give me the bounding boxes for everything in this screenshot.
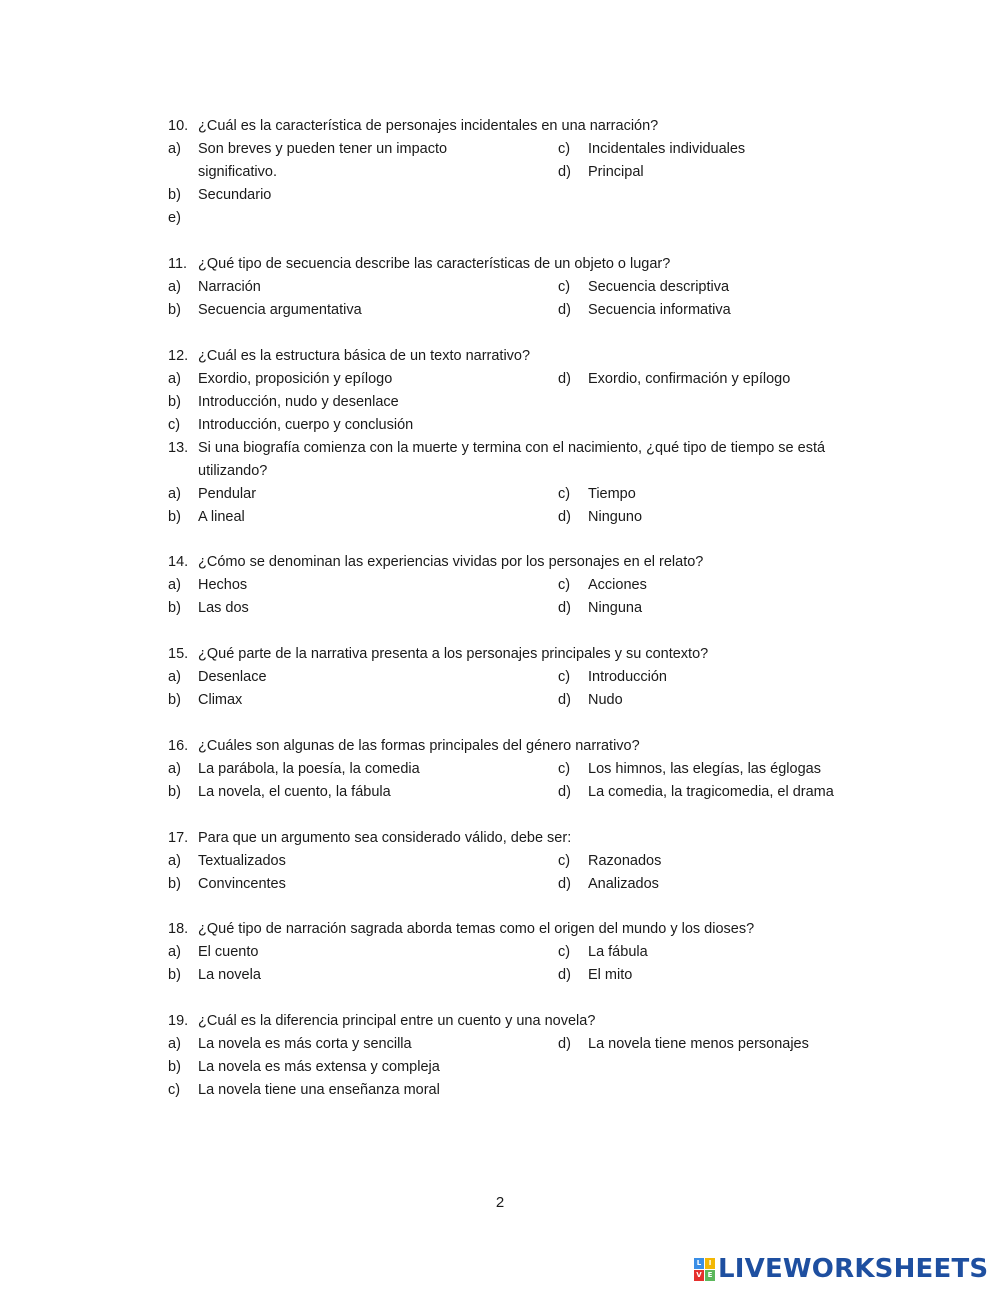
option-text: Pendular [198,486,257,502]
question-number: 15. [168,646,189,662]
option-text: Son breves y pueden tener un impacto [198,141,448,157]
option-letter: b) [168,876,181,892]
question-text: Para que un argumento sea considerado válido, debe ser: [198,830,572,846]
option-text: Secuencia descriptiva [588,279,730,295]
option-letter: a) [168,141,181,157]
option-letter: a) [168,853,181,869]
question-number: 10. [168,118,189,134]
option-text: Incidentales individuales [588,141,746,157]
question-number: 16. [168,738,189,754]
option-text: Introducción, cuerpo y conclusión [198,417,414,433]
logo-block: L [694,1258,704,1269]
option-letter: d) [558,600,571,616]
option-text: Principal [588,164,644,180]
question-number: 19. [168,1013,189,1029]
option-text: Acciones [588,577,647,593]
option-text: La novela, el cuento, la fábula [198,784,391,800]
logo-block: I [705,1258,715,1269]
option-text: Secuencia informativa [588,302,731,318]
question-number: 11. [168,256,188,272]
option-text: Secuencia argumentativa [198,302,362,318]
option-letter: e) [168,210,181,226]
option-text: La novela [198,967,261,983]
question-text-continued: utilizando? [198,463,268,479]
option-letter: c) [558,486,571,502]
option-letter: d) [558,371,571,387]
option-text: Narración [198,279,261,295]
option-letter: d) [558,876,571,892]
question-number: 13. [168,440,189,456]
option-text: La novela tiene menos personajes [588,1036,809,1052]
option-text: La fábula [588,944,648,960]
question-text: ¿Qué parte de la narrativa presenta a los personajes principales y su contexto? [198,646,709,662]
question-text: ¿Qué tipo de narración sagrada aborda temas como el origen del mundo y los dioses? [198,921,755,937]
option-letter: b) [168,509,181,525]
option-text: Introducción, nudo y desenlace [198,394,399,410]
option-letter: c) [558,141,571,157]
option-text: Ninguna [588,600,643,616]
option-letter: b) [168,394,181,410]
option-text: Textualizados [198,853,286,869]
option-letter: c) [168,1082,181,1098]
option-text: La parábola, la poesía, la comedia [198,761,420,777]
option-letter: a) [168,486,181,502]
option-letter: b) [168,302,181,318]
logo-block: E [705,1270,715,1281]
option-text: Ninguno [588,509,643,525]
option-text: Las dos [198,600,249,616]
option-text: Los himnos, las elegías, las églogas [588,761,821,777]
option-text: La comedia, la tragicomedia, el drama [588,784,834,800]
option-text: Exordio, proposición y epílogo [198,371,393,387]
option-text: La novela es más corta y sencilla [198,1036,412,1052]
option-letter: c) [558,944,571,960]
question-text: Si una biografía comienza con la muerte y termina con el nacimiento, ¿qué tipo de tiempo se está [198,440,826,456]
option-letter: b) [168,1059,181,1075]
option-letter: a) [168,279,181,295]
option-text: Razonados [588,853,662,869]
question-text: ¿Qué tipo de secuencia describe las características de un objeto o lugar? [198,256,671,272]
option-letter: a) [168,669,181,685]
question-number: 14. [168,554,189,570]
option-text-continued: significativo. [198,164,277,180]
option-letter: b) [168,187,181,203]
option-letter: c) [558,577,571,593]
option-text: Exordio, confirmación y epílogo [588,371,791,387]
page-number: 2 [495,1194,505,1211]
option-letter: a) [168,371,181,387]
option-letter: d) [558,302,571,318]
option-text: Tiempo [588,486,636,502]
option-letter: c) [558,279,571,295]
option-text: El cuento [198,944,259,960]
option-letter: d) [558,509,571,525]
option-letter: c) [558,761,571,777]
option-letter: c) [558,853,571,869]
option-letter: b) [168,692,181,708]
option-letter: d) [558,692,571,708]
option-text: Convincentes [198,876,286,892]
question-number: 17. [168,830,189,846]
option-letter: c) [168,417,181,433]
logo-icon [694,1258,715,1281]
option-letter: d) [558,164,571,180]
option-text: Nudo [588,692,623,708]
logo-text: LIVEWORKSHEETS [718,1254,989,1284]
option-letter: d) [558,1036,571,1052]
option-letter: c) [558,669,571,685]
option-letter: a) [168,944,181,960]
option-letter: d) [558,967,571,983]
option-text: Hechos [198,577,248,593]
option-text: Analizados [588,876,659,892]
question-text: ¿Cuáles son algunas de las formas principales del género narrativo? [198,738,640,754]
option-text: El mito [588,967,633,983]
liveworksheets-logo[interactable] [694,1254,988,1284]
option-letter: b) [168,600,181,616]
logo-block: V [694,1270,704,1281]
option-letter: a) [168,761,181,777]
question-text: ¿Cuál es la diferencia principal entre un cuento y una novela? [198,1013,596,1029]
question-text: ¿Cuál es la estructura básica de un texto narrativo? [198,348,531,364]
question-number: 12. [168,348,189,364]
question-number: 18. [168,921,189,937]
option-text: Climax [198,692,243,708]
option-letter: a) [168,577,181,593]
option-text: La novela tiene una enseñanza moral [198,1082,440,1098]
question-text: ¿Cómo se denominan las experiencias vividas por los personajes en el relato? [198,554,704,570]
option-letter: b) [168,967,181,983]
option-letter: d) [558,784,571,800]
option-letter: b) [168,784,181,800]
question-text: ¿Cuál es la característica de personajes incidentales en una narración? [198,118,659,134]
option-text: Desenlace [198,669,267,685]
option-text: Introducción [588,669,667,685]
option-text: Secundario [198,187,272,203]
option-text: La novela es más extensa y compleja [198,1059,440,1075]
option-text: A lineal [198,509,245,525]
option-letter: a) [168,1036,181,1052]
